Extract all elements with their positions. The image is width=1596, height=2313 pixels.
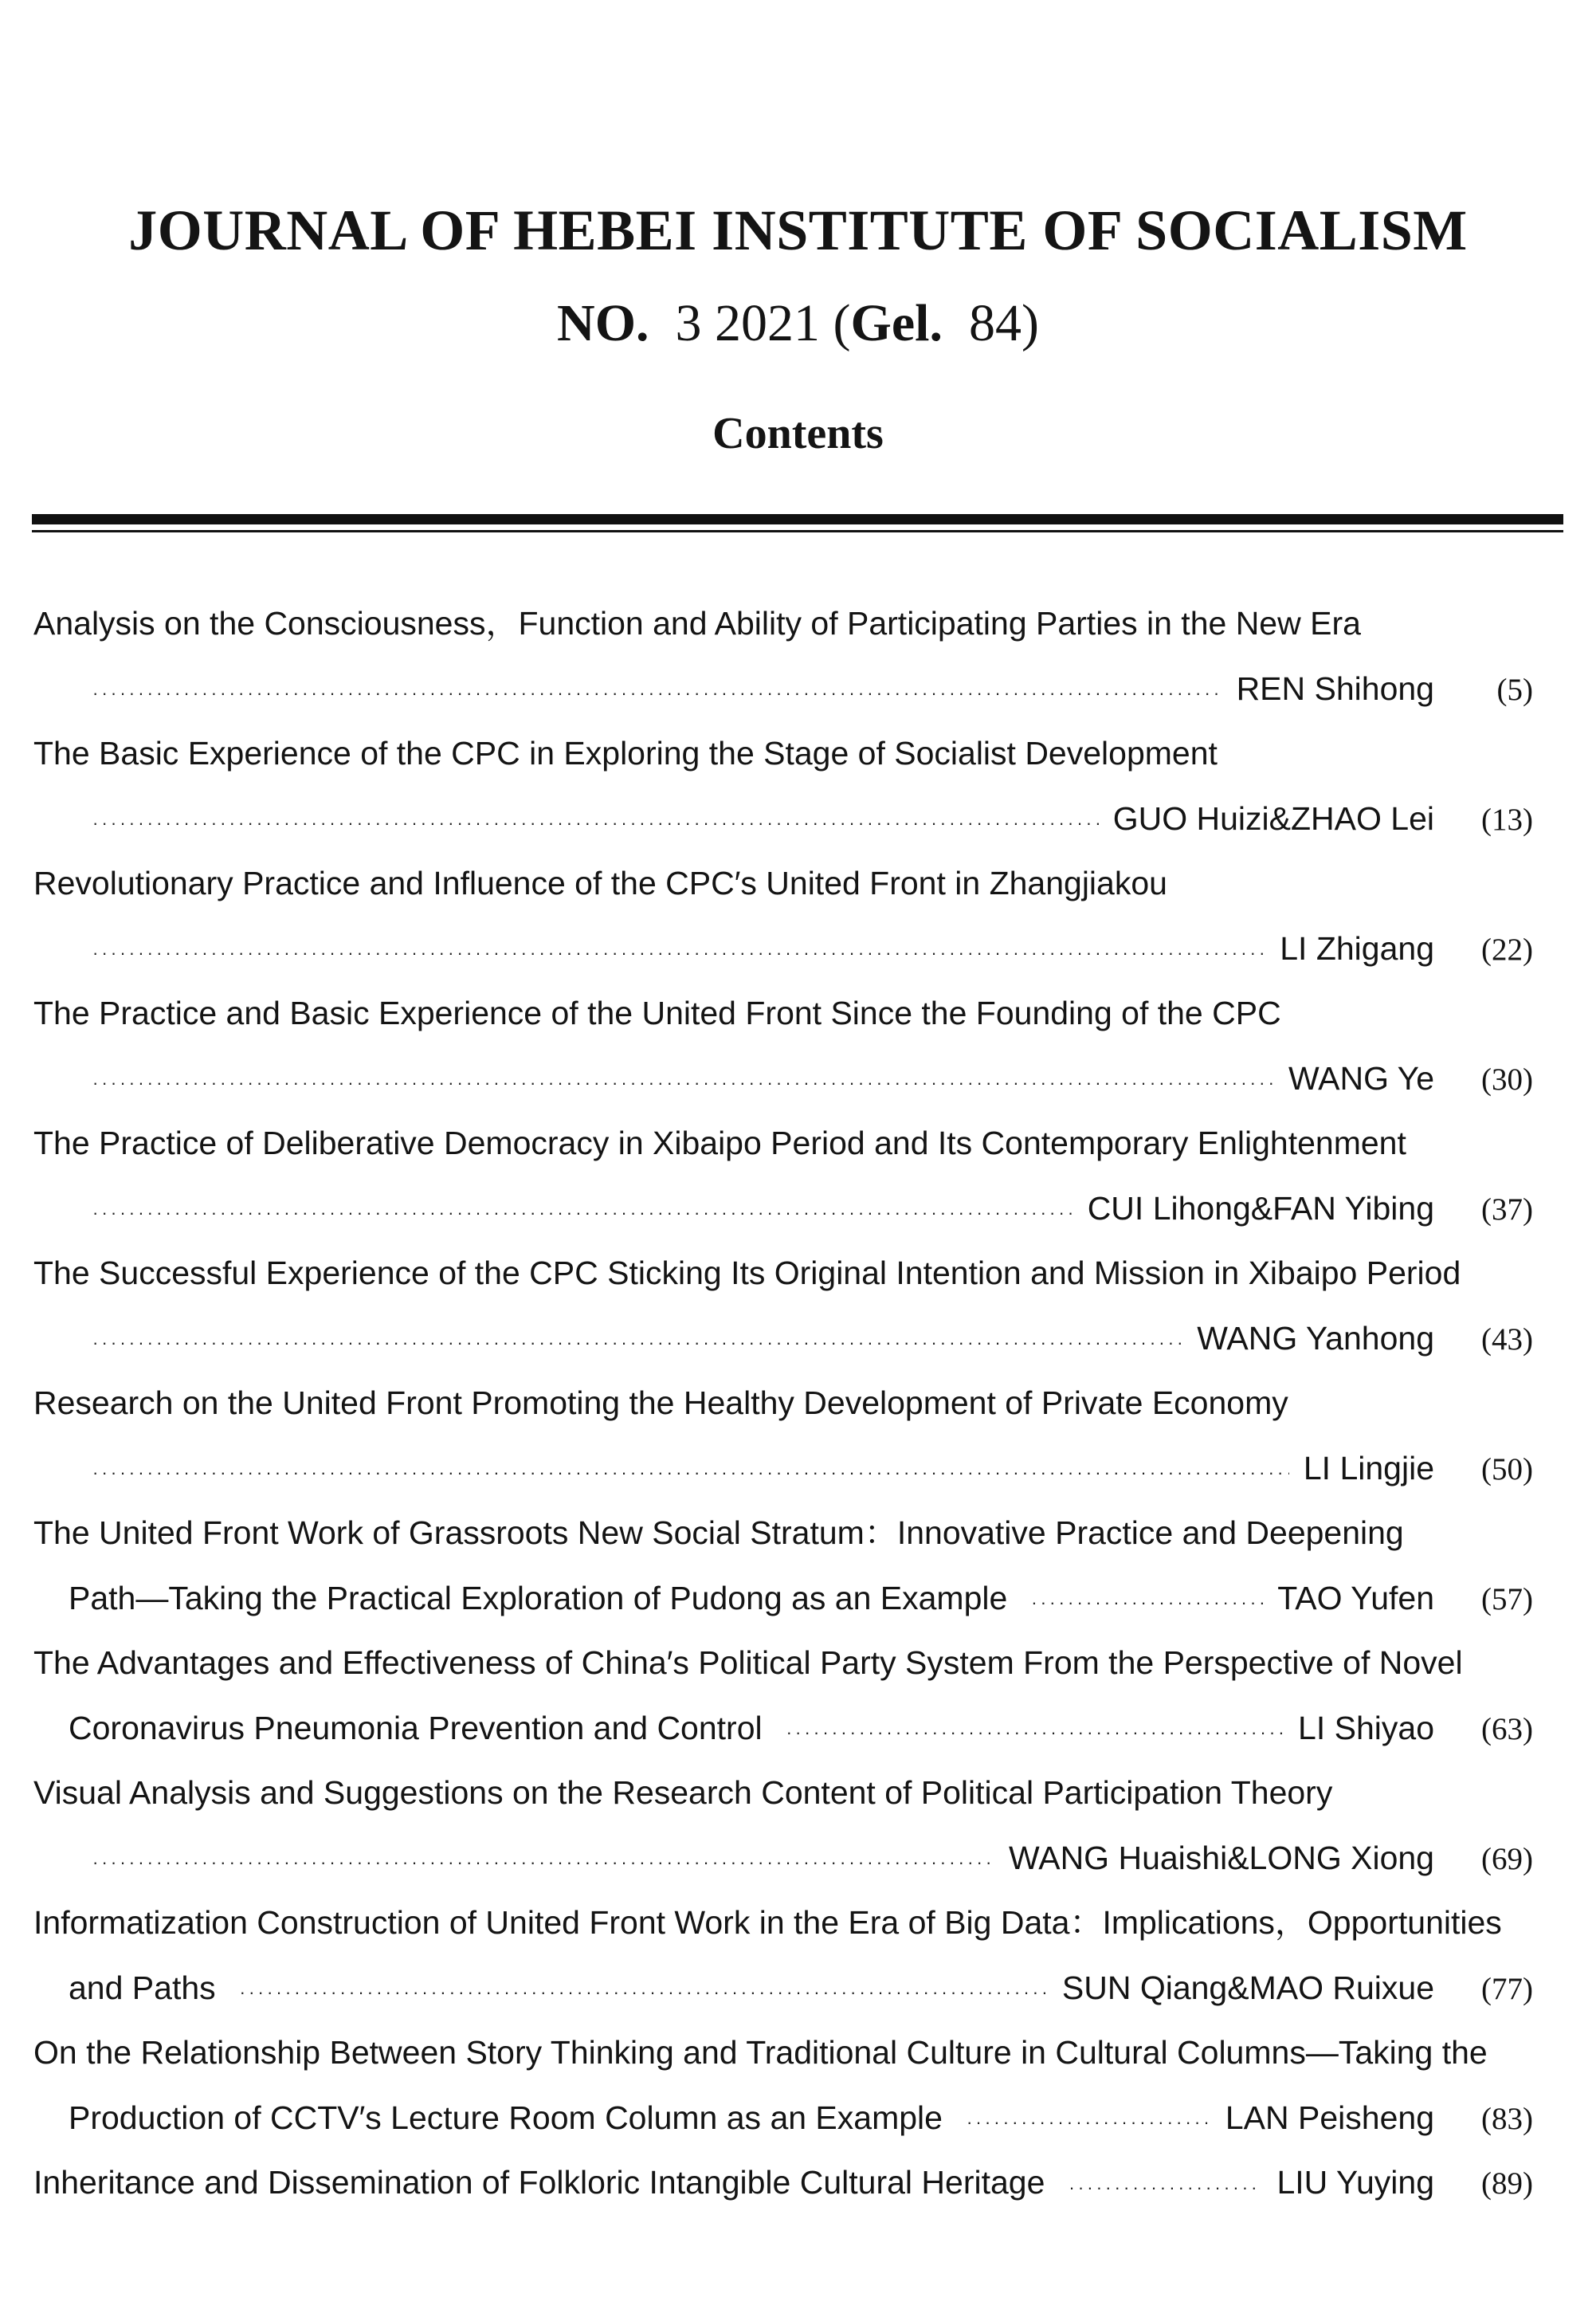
toc-line [33, 2020, 1565, 2086]
toc-page-number: (63) [1481, 1711, 1533, 1746]
toc-title: Visual Analysis and Suggestions on the Research Content of Political Participation Theory [33, 1774, 1333, 1811]
toc-line [33, 1566, 1565, 1632]
toc-title: The United Front Work of Grassroots New Social Stratum：Innovative Practice and Deepening [33, 1514, 1404, 1551]
dot-leader [967, 2111, 1211, 2134]
toc-author: LI Shiyao [1298, 1709, 1434, 1746]
toc-line [33, 1111, 1565, 1176]
toc-entry [33, 2150, 1565, 2216]
dot-leader [92, 941, 1265, 965]
toc-entry [33, 1761, 1565, 1891]
toc-title: Research on the United Front Promoting the Healthy Development of Private Economy [33, 1384, 1288, 1421]
toc-author: WANG Ye [1288, 1059, 1434, 1097]
toc-title: The Successful Experience of the CPC Sticking Its Original Intention and Mission in Xibaipo Period [33, 1255, 1461, 1291]
toc-author: WANG Yanhong [1197, 1319, 1434, 1357]
toc-entry [33, 1501, 1565, 1631]
dot-leader [240, 1981, 1048, 2005]
toc-author: SUN Qiang&MAO Ruixue [1061, 1969, 1434, 2006]
toc-author: LIU Yuying [1276, 2164, 1434, 2201]
toc-page-number: (83) [1481, 2101, 1533, 2136]
toc-entry [33, 981, 1565, 1111]
dot-leader [92, 1071, 1274, 1095]
table-of-contents [33, 591, 1565, 2216]
header-rule-thin [32, 530, 1563, 532]
toc-line [33, 721, 1565, 787]
dot-leader [92, 1201, 1073, 1225]
toc-line [33, 851, 1565, 917]
issue-line: NO. 3 2021 (Gel. 84) [557, 294, 1039, 352]
toc-page-number: (37) [1481, 1192, 1533, 1227]
toc-entry [33, 1631, 1565, 1761]
dot-leader [92, 1851, 994, 1875]
toc-line [33, 591, 1565, 657]
toc-page-number: (30) [1481, 1062, 1533, 1097]
toc-line [33, 1241, 1565, 1306]
toc-line [33, 1631, 1565, 1696]
dot-leader [92, 681, 1222, 705]
toc-page-number: (50) [1481, 1451, 1533, 1486]
toc-line [33, 1501, 1565, 1566]
toc-author: LI Lingjie [1303, 1449, 1434, 1486]
toc-title: The Basic Experience of the CPC in Exploring the Stage of Socialist Development [33, 735, 1218, 772]
toc-author-line [33, 1176, 1565, 1242]
toc-author: LI Zhigang [1280, 929, 1434, 967]
toc-line [33, 2150, 1565, 2216]
toc-entry [33, 721, 1565, 851]
toc-title: Informatization Construction of United Front Work in the Era of Big Data：Implications，Opportunities [33, 1904, 1502, 1941]
toc-line [33, 1761, 1565, 1826]
toc-line [33, 1696, 1565, 1761]
dot-leader [92, 811, 1099, 835]
toc-author: CUI Lihong&FAN Yibing [1087, 1189, 1434, 1227]
toc-page-number: (89) [1481, 2166, 1533, 2201]
toc-line [33, 1956, 1565, 2021]
gel-label: Gel. [850, 294, 943, 352]
gel-value: 84 [968, 294, 1022, 352]
toc-entry [33, 1241, 1565, 1371]
toc-page-number: (13) [1481, 802, 1533, 837]
toc-author-line [33, 917, 1565, 982]
toc-title: Coronavirus Pneumonia Prevention and Control [69, 1709, 763, 1746]
toc-author: LAN Peisheng [1225, 2099, 1434, 2136]
toc-author: TAO Yufen [1277, 1579, 1434, 1616]
toc-line [33, 2086, 1565, 2151]
issue-label: NO. [557, 294, 649, 352]
toc-title: Inheritance and Dissemination of Folkloric Intangible Cultural Heritage [33, 2164, 1045, 2201]
toc-entry [33, 1891, 1565, 2020]
dot-leader [786, 1721, 1284, 1745]
toc-page-number: (57) [1481, 1581, 1533, 1616]
toc-author-line [33, 1306, 1565, 1372]
toc-author-line [33, 787, 1565, 852]
toc-entry [33, 1371, 1565, 1501]
toc-page-number: (77) [1481, 1971, 1533, 2006]
toc-title: On the Relationship Between Story Thinking and Traditional Culture in Cultural Columns—Taking the [33, 2034, 1488, 2071]
toc-entry [33, 851, 1565, 981]
toc-title: Path—Taking the Practical Exploration of Pudong as an Example [69, 1579, 1008, 1616]
toc-entry [33, 2020, 1565, 2150]
dot-leader [92, 1461, 1289, 1485]
toc-line [33, 981, 1565, 1047]
toc-entry [33, 1111, 1565, 1241]
toc-page-number: (22) [1481, 932, 1533, 967]
issue-value: 3 2021 [675, 294, 821, 352]
toc-author: GUO Huizi&ZHAO Lei [1112, 799, 1434, 837]
journal-title: JOURNAL OF HEBEI INSTITUTE OF SOCIALISM [128, 198, 1468, 262]
contents-heading: Contents [712, 409, 884, 458]
toc-author-line [33, 1826, 1565, 1891]
toc-entry [33, 591, 1565, 721]
toc-page-number: (5) [1496, 672, 1533, 707]
toc-title: and Paths [69, 1969, 216, 2006]
toc-author-line [33, 657, 1565, 722]
toc-title: Production of CCTV′s Lecture Room Column as an Example [69, 2099, 943, 2136]
toc-line [33, 1371, 1565, 1436]
header-rule-thick [32, 514, 1563, 524]
toc-title: The Advantages and Effectiveness of China′s Political Party System From the Perspective of Novel [33, 1644, 1463, 1681]
toc-line [33, 1891, 1565, 1956]
toc-page-number: (69) [1481, 1841, 1533, 1876]
toc-title: Revolutionary Practice and Influence of the CPC′s United Front in Zhangjiakou [33, 865, 1167, 901]
toc-author: WANG Huaishi&LONG Xiong [1009, 1839, 1434, 1876]
dot-leader [1031, 1591, 1263, 1615]
toc-title: The Practice of Deliberative Democracy in Xibaipo Period and Its Contemporary Enlightenment [33, 1125, 1406, 1161]
toc-title: The Practice and Basic Experience of the United Front Since the Founding of the CPC [33, 995, 1281, 1031]
dot-leader [92, 1331, 1182, 1355]
toc-author: REN Shihong [1236, 670, 1434, 707]
toc-author-line [33, 1047, 1565, 1112]
toc-author-line [33, 1436, 1565, 1502]
toc-title: Analysis on the Consciousness，Function and Ability of Participating Parties in the New Era [33, 605, 1361, 642]
dot-leader [1069, 2176, 1262, 2200]
toc-page-number: (43) [1481, 1321, 1533, 1357]
